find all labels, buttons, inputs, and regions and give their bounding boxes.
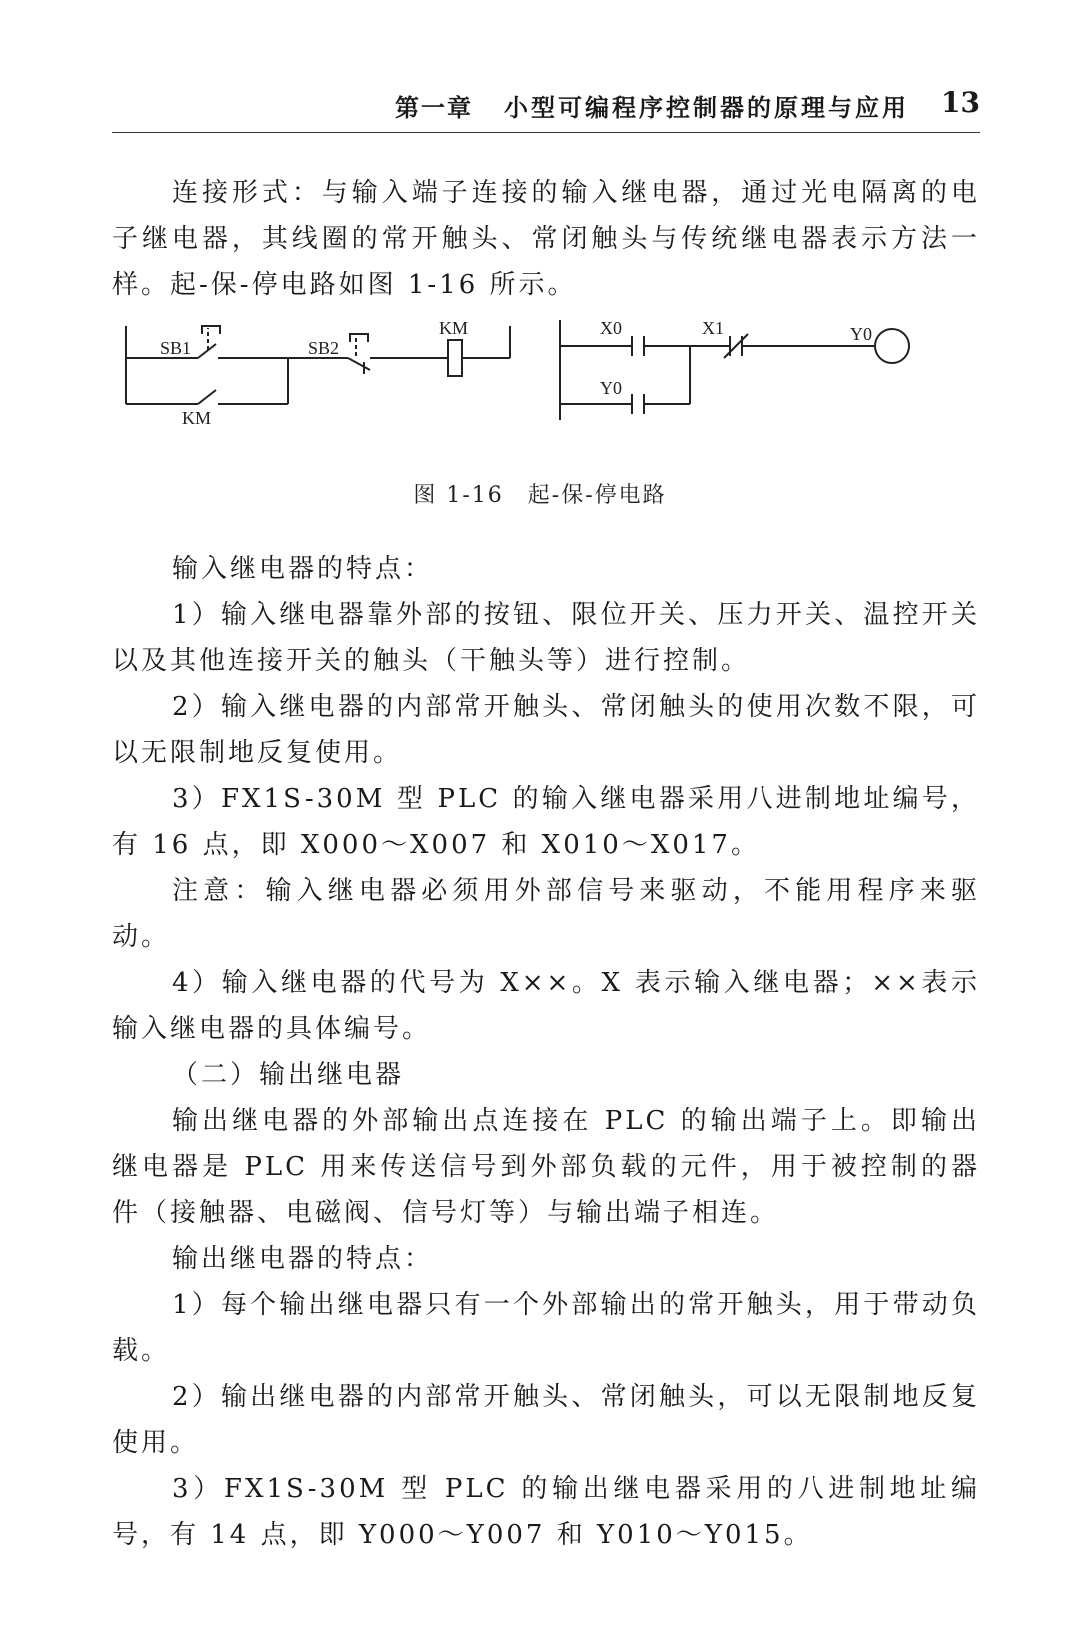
paragraph: 注意：输入继电器必须用外部信号来驱动，不能用程序来驱动。 bbox=[112, 876, 980, 952]
caption-number: 图 1-16 bbox=[413, 483, 504, 508]
km-hold-contact bbox=[198, 390, 216, 404]
circuit-diagram bbox=[112, 320, 980, 470]
km-coil bbox=[448, 340, 462, 376]
label-km-coil: KM bbox=[439, 320, 469, 338]
y0-coil bbox=[875, 329, 909, 363]
paragraph: 输出继电器的外部输出点连接在 PLC 的输出端子上。即输出继电器是 PLC 用来传送信号到外部负载的元件，用于被控制的器件（接触器、电磁阀、信号灯等）与输出端子相连。 bbox=[112, 1106, 980, 1228]
paragraph: 输入继电器的特点： bbox=[172, 554, 434, 584]
paragraph: 1）每个输出继电器只有一个外部输出的常开触头，用于带动负载。 bbox=[112, 1290, 980, 1366]
paragraph: 连接形式：与输入端子连接的输入继电器，通过光电隔离的电子继电器，其线圈的常开触头、常闭触头与传统继电器表示方法一样。起-保-停电路如图 1-16 所示。 bbox=[112, 178, 980, 300]
label-x1: X1 bbox=[702, 320, 724, 338]
label-y0-coil: Y0 bbox=[850, 324, 872, 344]
intro-text bbox=[112, 170, 980, 308]
figure-caption bbox=[0, 478, 1080, 509]
paragraph: 2）输出继电器的内部常开触头、常闭触头，可以无限制地反复使用。 bbox=[112, 1382, 980, 1458]
paragraph: 2）输入继电器的内部常开触头、常闭触头的使用次数不限，可以无限制地反复使用。 bbox=[112, 692, 980, 768]
main-text bbox=[112, 546, 980, 1558]
paragraph: 输出继电器的特点： bbox=[172, 1244, 434, 1274]
diagram-labels bbox=[160, 320, 872, 428]
label-y0-contact: Y0 bbox=[600, 378, 622, 398]
chapter-title: 小型可编程序控制器的原理与应用 bbox=[504, 93, 909, 122]
paragraph: 4）输入继电器的代号为 X××。X 表示输入继电器；××表示输入继电器的具体编号。 bbox=[112, 968, 980, 1044]
caption-text: 起-保-停电路 bbox=[527, 483, 667, 508]
running-header bbox=[112, 88, 980, 133]
paragraph: 3）FX1S-30M 型 PLC 的输入继电器采用八进制地址编号，有 16 点，即 X000～X007 和 X010～X017。 bbox=[112, 784, 980, 860]
label-x0: X0 bbox=[600, 320, 622, 338]
page-number: 13 bbox=[941, 86, 980, 119]
paragraph: 1）输入继电器靠外部的按钮、限位开关、压力开关、温控开关以及其他连接开关的触头（干触头等）进行控制。 bbox=[112, 600, 980, 676]
label-sb2: SB2 bbox=[308, 338, 340, 358]
sb2-contact bbox=[348, 358, 370, 370]
label-sb1: SB1 bbox=[160, 338, 192, 358]
chapter-label: 第一章 bbox=[395, 93, 473, 122]
figure-1-16 bbox=[112, 320, 980, 470]
label-km-contact: KM bbox=[182, 408, 212, 428]
paragraph: 3）FX1S-30M 型 PLC 的输出继电器采用的八进制地址编号，有 14 点，即 Y000～Y007 和 Y010～Y015。 bbox=[112, 1474, 980, 1550]
section-heading: （二）输出继电器 bbox=[172, 1060, 405, 1090]
